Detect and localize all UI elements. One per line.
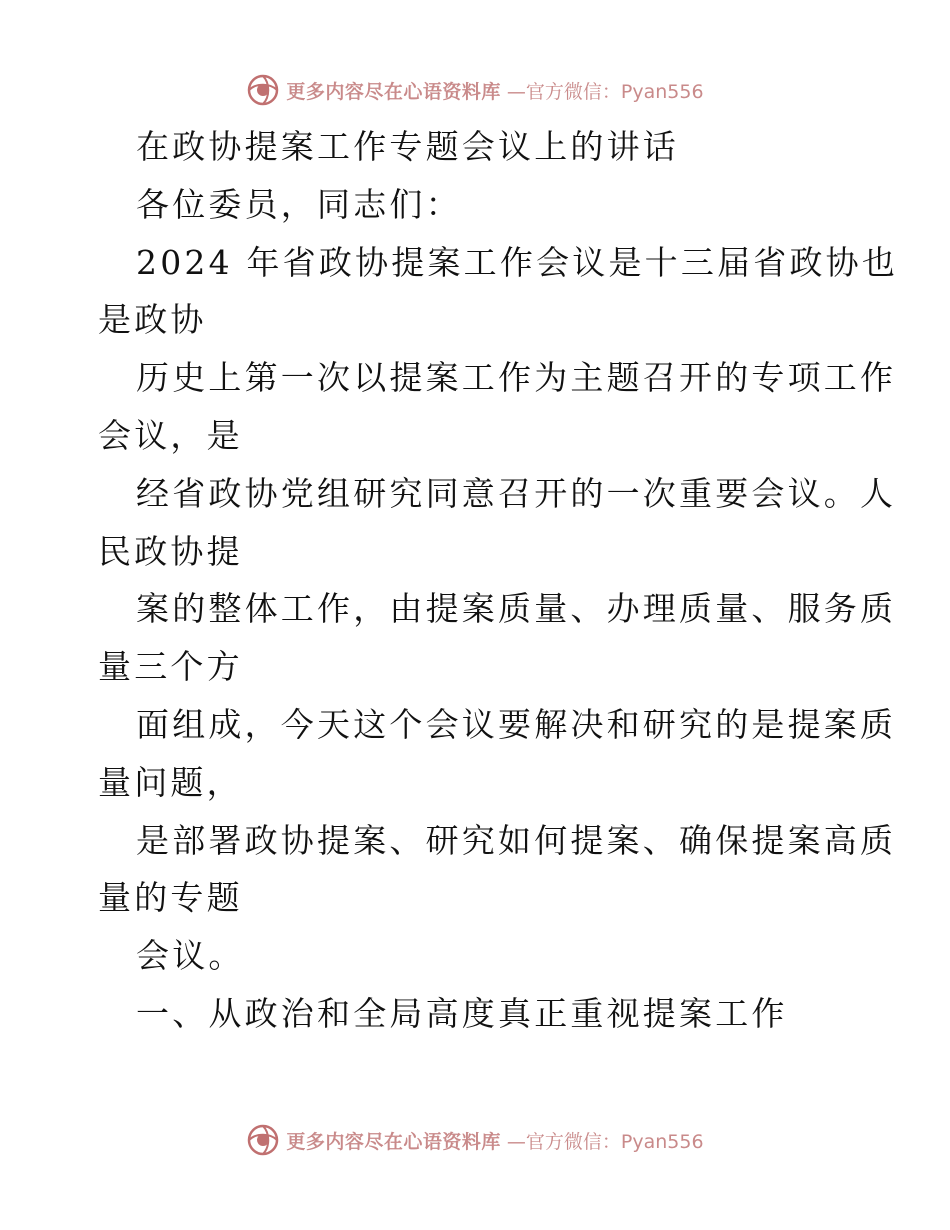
- text-line: 量的专题: [98, 878, 243, 918]
- text-line: 是政协: [98, 300, 207, 340]
- text-line: 一、从政治和全局高度真正重视提案工作: [136, 993, 788, 1033]
- text-line: 会议，是: [98, 415, 243, 455]
- text-line: 历史上第一次以提案工作为主题召开的专项工作: [136, 358, 897, 398]
- text-line: 2024 年省政协提案工作会议是十三届省政协也: [136, 242, 899, 282]
- text-line: 经省政协党组研究同意召开的一次重要会议。人: [136, 473, 897, 513]
- text-line: 是部署政协提案、研究如何提案、确保提案高质: [136, 820, 897, 860]
- watermark-contact: —官方微信：Pyan556: [506, 1130, 704, 1153]
- watermark-brand: 更多内容尽在心语资料库: [286, 1130, 501, 1153]
- text-line: 案的整体工作，由提案质量、办理质量、服务质: [136, 589, 897, 629]
- text-line: 在政协提案工作专题会议上的讲话: [136, 127, 679, 166]
- header-watermark: [0, 70, 950, 110]
- text-line: 量三个方: [98, 647, 243, 687]
- text-line: 各位委员，同志们：: [136, 184, 462, 224]
- text-line: 量问题，: [98, 762, 243, 802]
- flower-logo-icon: [246, 1123, 280, 1157]
- watermark-brand: 更多内容尽在心语资料库: [286, 80, 501, 103]
- document-body: [98, 118, 899, 1043]
- footer-watermark: [0, 1120, 950, 1160]
- watermark-contact: —官方微信：Pyan556: [506, 80, 704, 103]
- text-line: 民政协提: [98, 531, 243, 571]
- text-line: 面组成，今天这个会议要解决和研究的是提案质: [136, 704, 897, 744]
- text-line: 会议。: [136, 936, 245, 976]
- flower-logo-icon: [246, 73, 280, 107]
